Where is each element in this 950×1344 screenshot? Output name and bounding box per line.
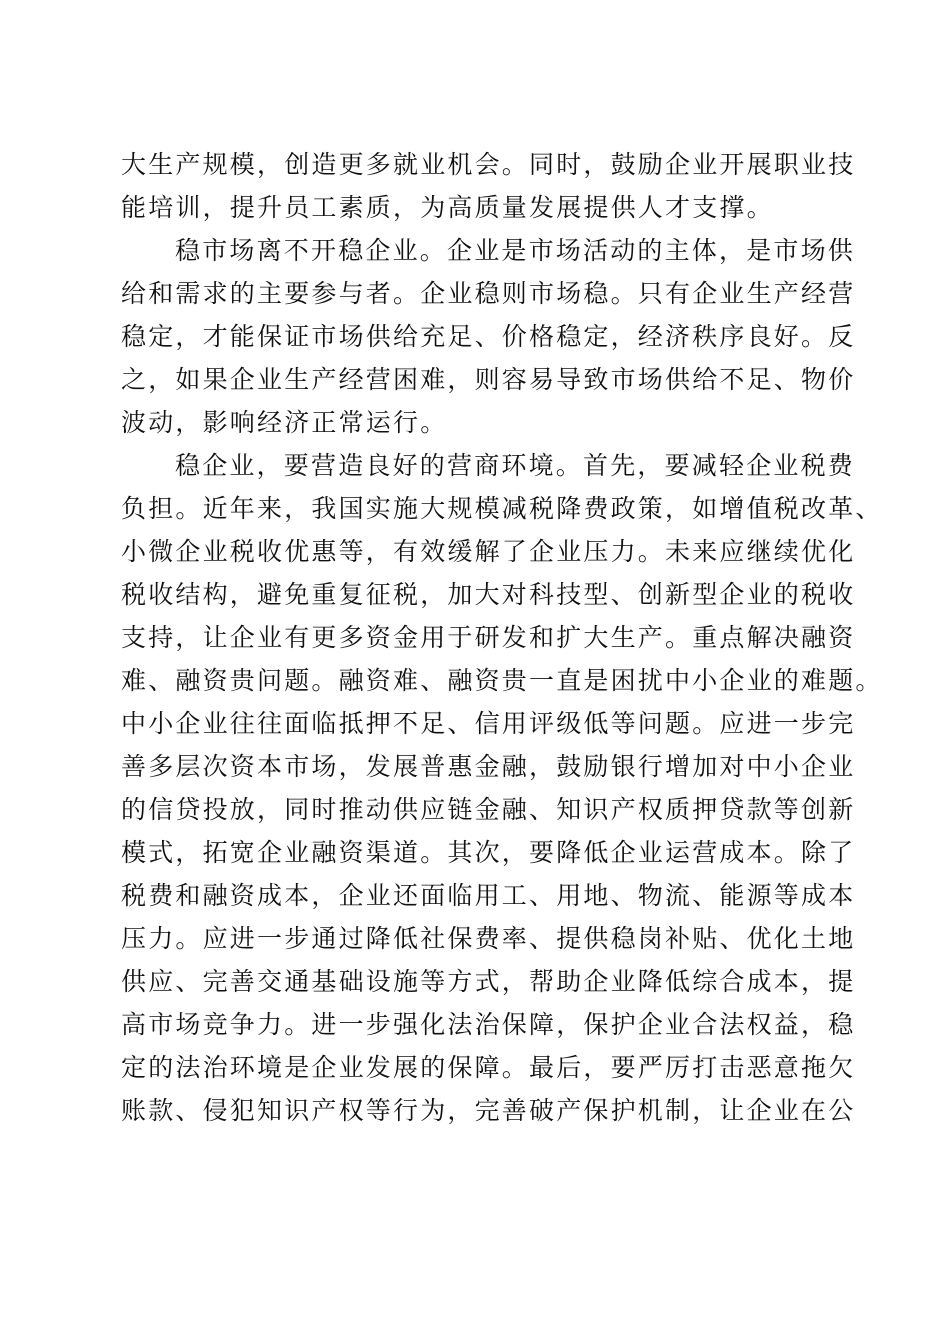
- text-line: 模式，拓宽企业融资渠道。其次，要降低企业运营成本。除了: [121, 838, 856, 867]
- text-line: 供应、完善交通基础设施等方式，帮助企业降低综合成本，提: [121, 967, 856, 996]
- text-line: 稳市场离不开稳企业。企业是市场活动的主体，是市场供: [175, 236, 856, 265]
- text-line: 善多层次资本市场，发展普惠金融，鼓励银行增加对中小企业: [121, 752, 856, 781]
- text-line: 高市场竞争力。进一步强化法治保障，保护企业合法权益，稳: [121, 1010, 856, 1039]
- paragraph-3: [121, 444, 883, 1132]
- text-line: 定的法治环境是企业发展的保障。最后，要严厉打击恶意拖欠: [121, 1053, 856, 1082]
- body-text: [121, 143, 883, 1132]
- text-line: 能培训，提升员工素质，为高质量发展提供人才支撑。: [121, 193, 774, 222]
- text-line: 之，如果企业生产经营困难，则容易导致市场供给不足、物价: [121, 365, 856, 394]
- text-line: 小微企业税收优惠等，有效缓解了企业压力。未来应继续优化: [121, 537, 856, 566]
- text-line: 给和需求的主要参与者。企业稳则市场稳。只有企业生产经营: [121, 279, 856, 308]
- text-line: 压力。应进一步通过降低社保费率、提供稳岗补贴、优化土地: [121, 924, 856, 953]
- text-line: 稳企业，要营造良好的营商环境。首先，要减轻企业税费: [175, 451, 856, 480]
- text-line: 账款、侵犯知识产权等行为，完善破产保护机制，让企业在公: [121, 1096, 856, 1125]
- text-line: 的信贷投放，同时推动供应链金融、知识产权质押贷款等创新: [121, 795, 856, 824]
- text-line: 税费和融资成本，企业还面临用工、用地、物流、能源等成本: [121, 881, 856, 910]
- text-line: 难、融资贵问题。融资难、融资贵一直是困扰中小企业的难题。: [121, 666, 883, 695]
- text-line: 中小企业往往面临抵押不足、信用评级低等问题。应进一步完: [121, 709, 856, 738]
- text-line: 税收结构，避免重复征税，加大对科技型、创新型企业的税收: [121, 580, 856, 609]
- text-line: 支持，让企业有更多资金用于研发和扩大生产。重点解决融资: [121, 623, 856, 652]
- text-line: 波动，影响经济正常运行。: [121, 408, 448, 437]
- text-line: 大生产规模，创造更多就业机会。同时，鼓励企业开展职业技: [121, 150, 856, 179]
- paragraph-1: [121, 143, 856, 229]
- paragraph-2: [121, 229, 856, 444]
- text-line: 稳定，才能保证市场供给充足、价格稳定，经济秩序良好。反: [121, 322, 856, 351]
- text-line: 负担。近年来，我国实施大规模减税降费政策，如增值税改革、: [121, 494, 883, 523]
